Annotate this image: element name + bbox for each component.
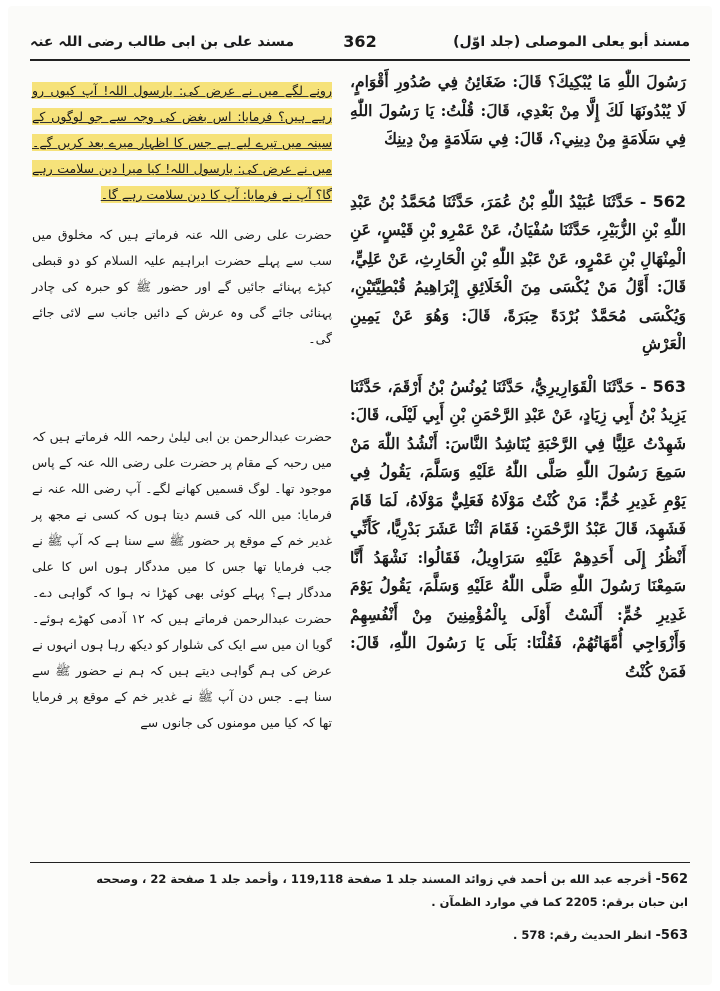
footnote-563 — [32, 924, 688, 947]
footnote-number: 563- — [655, 928, 688, 943]
page-header — [30, 28, 690, 58]
hadith-563 — [350, 373, 686, 687]
footnote-divider — [30, 862, 690, 863]
footnote-number: 562- — [655, 872, 688, 887]
footnote-562 — [32, 868, 688, 913]
urdu-translation-563 — [32, 424, 332, 736]
footnote-text: أخرجه عبد الله بن أحمد في زوائد المسند جلد 1 صفحة 119,118 ، وأحمد جلد 1 صفحة 22 ، وصححه — [96, 872, 652, 886]
arabic-text: - حَدَّثَنَا عُبَيْدُ اللّٰهِ بْنُ عُمَرَ، حَدَّثَنَا مُحَمَّدُ بْنُ عَبْدِ اللّٰهِ بْنِ الزُّبَيْرِ، حَدَّثَنَا سُفْيَانُ، عَنْ عَمْرِو بْنِ قَيْسٍ، عَنِ الْمِنْهَالِ بْنِ عَمْرٍو، عَنْ عَبْدِ اللّٰهِ بْنِ الْحَارِثِ، عَنْ عَلِيٍّ، قَالَ: أَوَّلُ مَنْ يُكْسَى مِنَ الْخَلَائِقِ إِبْرَاهِيمُ قُبْطِيَّتَيْنِ، وَيُكْسَى مُحَمَّدٌ بُرْدَةً حِبَرَةً، قَالَ: وَهُوَ عَنْ يَمِينِ الْعَرْشِ — [350, 191, 686, 353]
hadith-number: 562 — [652, 191, 686, 211]
page-number: 362 — [343, 32, 377, 51]
hadith-562 — [350, 188, 686, 359]
urdu-text: حضرت عبدالرحمن بن ابی لیلیٰ رحمہ اللہ فرماتے ہیں کہ میں رحبہ کے مقام پر حضرت علی رضی اللہ عنہ کے پاس موجود تھا۔ لوگ قسمیں کھانے لگے۔ آپ رضی اللہ عنہ نے فرمایا: میں اللہ کی قسم دیتا ہوں کہ کسی نے مجھ پر غدیر خم کے موقع پر حضور ﷺ سے سنا ہے کہ آپ ﷺ نے جب فرمایا تھا جس کا میں مددگار ہوں اس کا علی مددگار ہے؟ پہلے کوئی بھی کھڑا نہ ہوا کہ گواہی دے۔ حضرت عبدالرحمن فرماتے ہیں کہ ۱۲ آدمی کھڑے ہوئے۔ گویا ان میں سے ایک کی شلوار کو دیکھ رہا ہوں انہوں نے عرض کی ہم گواہی دیتے ہیں کہ ہم نے حضور ﷺ سے سنا ہے۔ جس دن آپ ﷺ نے غدیر خم کے موقع پر فرمایا تھا کہ کیا میں مومنوں کی جانوں سے — [32, 429, 332, 730]
arabic-column — [350, 68, 686, 700]
urdu-translation-continuation — [32, 78, 332, 208]
arabic-hadith-continuation — [350, 68, 686, 154]
hadith-number: 563 — [652, 376, 686, 396]
header-divider — [30, 59, 690, 61]
urdu-text: حضرت علی رضی اللہ عنہ فرماتے ہیں کہ مخلوق میں سب سے پہلے حضرت ابراہیم علیہ السلام کو دو قبطی کپڑے پہنائے جائیں گے اور حضور ﷺ کو حبرہ کی چادر پہنائی جائے گی وہ عرش کے دائیں جانب سے لائی جائے گی۔ — [32, 227, 332, 346]
header-book-title: مسند أبو يعلى الموصلى (جلد اوّل) — [453, 34, 690, 50]
footnote-text: انظر الحديث رقم: 578 . — [512, 928, 652, 942]
arabic-text: - حَدَّثَنَا الْقَوَارِيرِيُّ، حَدَّثَنَا يُونُسُ بْنُ أَرْقَمَ، حَدَّثَنَا يَزِيدُ بْنُ أَبِي زِيَادٍ، عَنْ عَبْدِ الرَّحْمَنِ بْنِ أَبِي لَيْلَى، قَالَ: شَهِدْتُ عَلِيًّا فِي الرَّحْبَةِ يُنَاشِدُ النَّاسَ: أَنْشُدُ اللّٰهَ مَنْ سَمِعَ رَسُولَ اللّٰهِ صَلَّى اللّٰهُ عَلَيْهِ وَسَلَّمَ، يَقُولُ فِي يَوْمِ غَدِيرِ خُمٍّ: مَنْ كُنْتُ مَوْلَاهُ فَعَلِيٌّ مَوْلَاهُ، لَمَا قَامَ فَشَهِدَ، قَالَ عَبْدُ الرَّحْمَنِ: فَقَامَ اثْنَا عَشَرَ بَدْرِيًّا، كَأَنِّي أَنْظُرُ إِلَى أَحَدِهِمْ عَلَيْهِ سَرَاوِيلُ، فَقَالُوا: نَشْهَدُ أَنَّا سَمِعْنَا رَسُولَ اللّٰهِ صَلَّى اللّٰهُ عَلَيْهِ وَسَلَّمَ، يَقُولُ يَوْمَ غَدِيرِ خُمٍّ: أَلَسْتُ أَوْلَى بِالْمُؤْمِنِينَ مِنْ أَنْفُسِهِمْ وَأَزْوَاجِي أُمَّهَاتُهُمْ، فَقُلْنَا: بَلَى يَا رَسُولَ اللّٰهِ، قَالَ: فَمَنْ كُنْتُ — [350, 376, 686, 681]
book-page — [8, 6, 712, 985]
footnote-text: ابن حبان برقم: 2205 كما في موارد الظمآن . — [431, 895, 688, 909]
highlighted-urdu-text: رونے لگے میں نے عرض کی: یارسول اللہ! آپ کیوں رو رہے ہیں؟ فرمایا: اس بغض کی وجہ سے جو لوگوں کے سینہ میں تیرے لیے ہے جس کا اظہار میرے بعد کریں گے۔ میں نے عرض کی: یارسول اللہ! کیا میرا دین سلامت رہے گا؟ آپ نے فرمایا: آپ کا دین سلامت رہے گا۔ — [32, 83, 332, 202]
urdu-column — [32, 78, 332, 750]
header-section-title: مسند علی بن ابی طالب رضی اللہ عنہ — [30, 34, 295, 50]
urdu-translation-562 — [32, 222, 332, 352]
arabic-text: رَسُولَ اللّٰهِ مَا يُبْكِيكَ؟ قَالَ: ضَغَائِنُ فِي صُدُورِ أَقْوَامٍ، لَا يُبْدُونَهَا لَكَ إِلَّا مِنْ بَعْدِي، قَالَ: قُلْتُ: يَا رَسُولَ اللّٰهِ فِي سَلَامَةٍ مِنْ دِينِي؟، قَالَ: فِي سَلَامَةٍ مِنْ دِينِكَ — [350, 72, 686, 148]
